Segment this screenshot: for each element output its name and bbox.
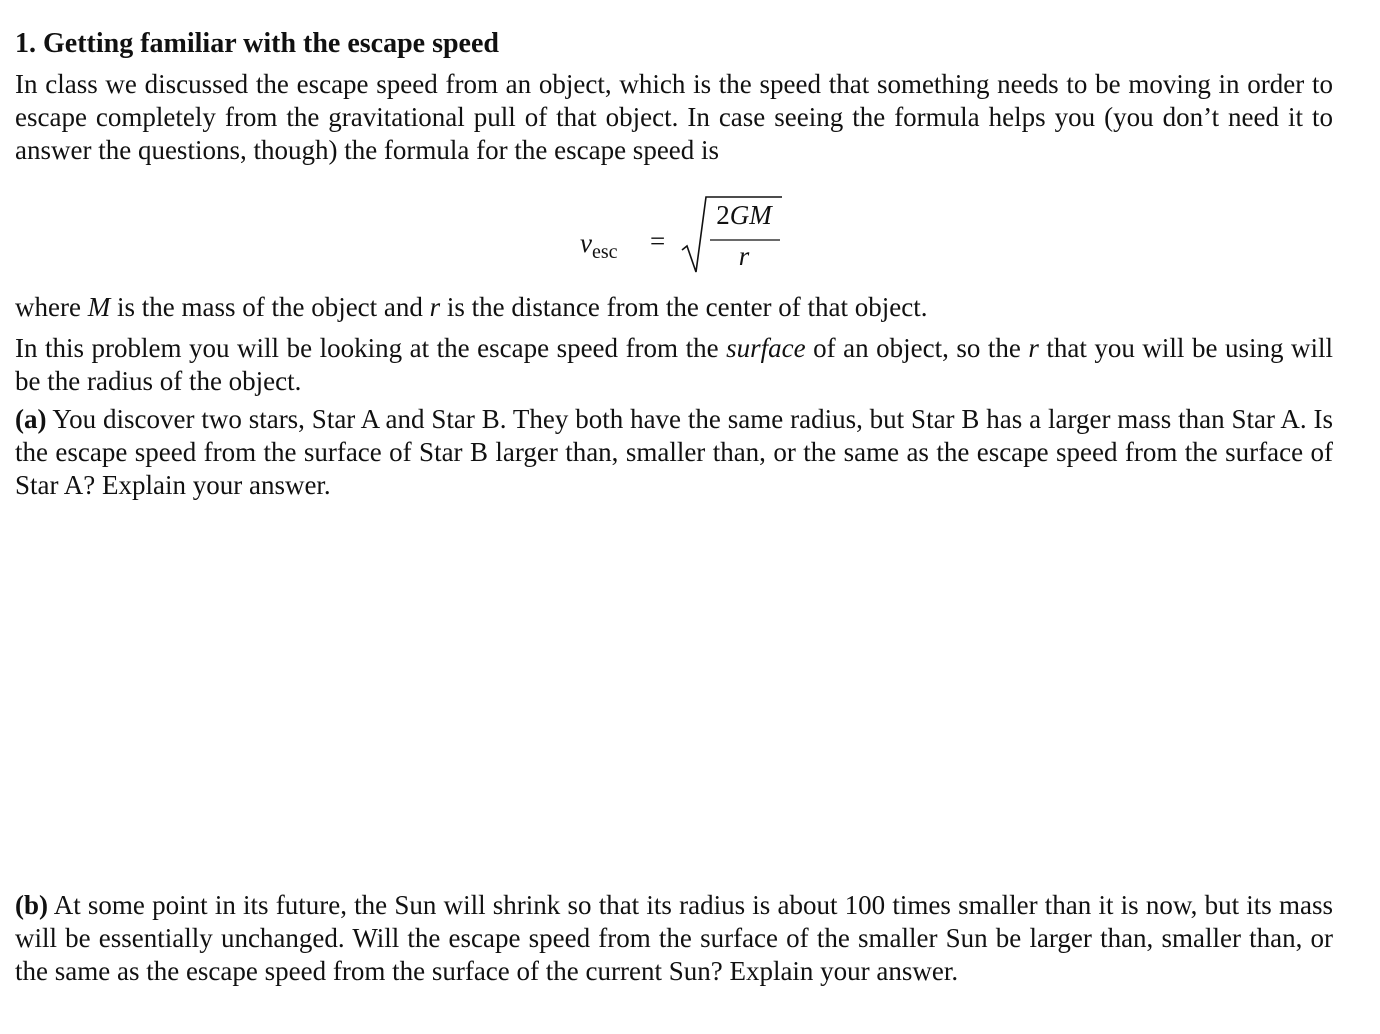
where-paragraph — [15, 291, 1333, 324]
problem-text-1: In this problem you will be looking at the escape speed from the — [15, 333, 727, 363]
formula-lhs-var: v — [580, 228, 592, 258]
formula-lhs-subscript: esc — [591, 241, 618, 263]
question-b — [15, 889, 1333, 988]
escape-speed-formula — [580, 192, 790, 282]
question-b-text: At some point in its future, the Sun will shrink so that its radius is about 100 times smaller than it is now, but its mass will be essentially unchanged. Will the escape speed from the surface of the smaller Sun be larger than, smaller than, or the same as the escape speed from the surface of the current Sun? Explain your answer. — [15, 890, 1333, 986]
formula-numerator-coefficient: 2 — [716, 200, 730, 230]
where-text-2: is the mass of the object and — [110, 292, 430, 322]
where-text-1: where — [15, 292, 88, 322]
formula-radical — [680, 192, 790, 282]
question-b-label: (b) — [15, 890, 48, 920]
where-var-r: r — [429, 292, 441, 322]
formula-equals: = — [650, 226, 666, 256]
question-a — [15, 403, 1333, 502]
problem-text-3: that you will be using will be the radius of the object. — [15, 333, 1333, 396]
formula-lhs — [580, 228, 618, 264]
question-a-text: You discover two stars, Star A and Star B. They both have the same radius, but Star B has a larger mass than Star A. Is the escape speed from the surface of Star B larger than, smaller than, or the same as the escape speed from the surface of Star A? Explain your answer. — [15, 404, 1333, 500]
formula-denominator: r — [738, 241, 750, 271]
where-var-m: M — [87, 292, 111, 322]
question-a-label: (a) — [15, 404, 47, 434]
section-title: 1. Getting familiar with the escape speed — [15, 28, 499, 59]
intro-paragraph: In class we discussed the escape speed from an object, which is the speed that something needs to be moving in order to escape completely from the gravitational pull of that object. In case seeing the formula helps you (you don’t need it to answer the questions, though) the formula for the escape speed is — [15, 69, 1333, 165]
formula-numerator-vars: GM — [729, 200, 772, 230]
problem-var-r: r — [1028, 333, 1039, 363]
problem-emphasis: surface — [726, 333, 806, 363]
formula-numerator — [706, 200, 782, 231]
problem-paragraph — [15, 332, 1333, 398]
where-text-3: is the distance from the center of that object. — [440, 292, 928, 322]
problem-text-2: of an object, so the — [805, 333, 1029, 363]
